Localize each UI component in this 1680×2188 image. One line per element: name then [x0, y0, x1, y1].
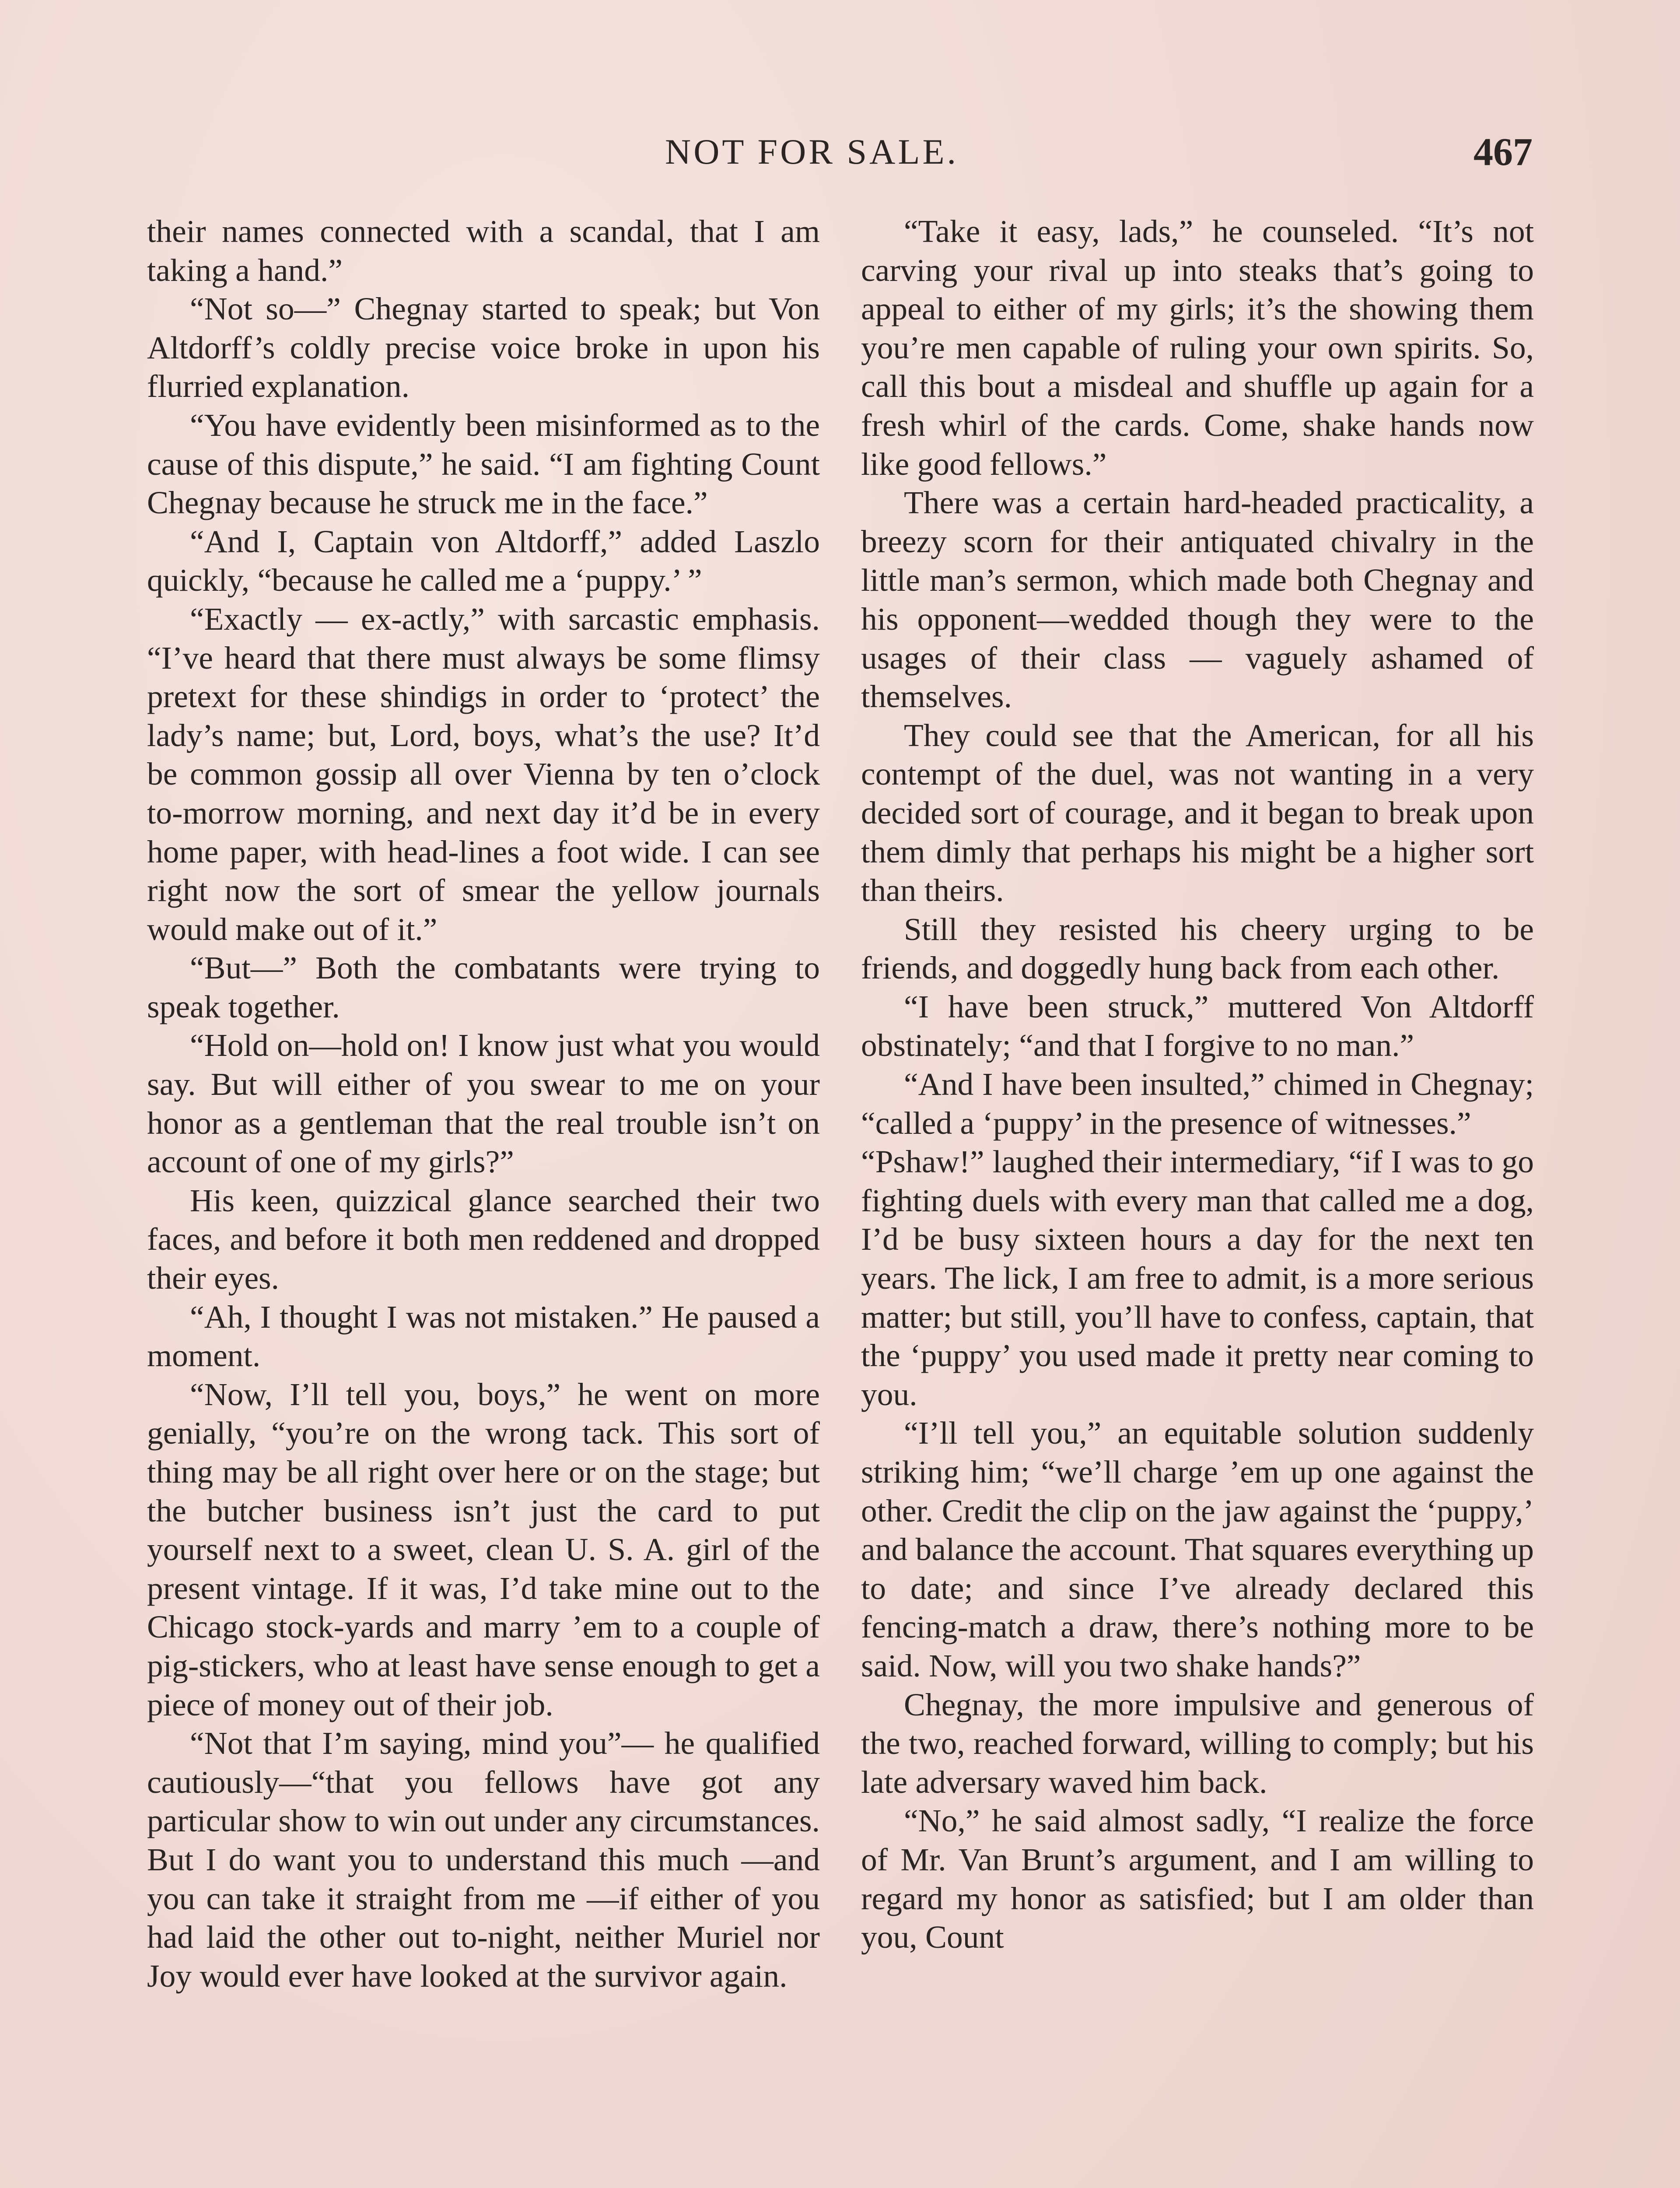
- paragraph: There was a certain hard-headed practicality, a breezy scorn for their antiquated chivalry in the little man’s sermon, which made both Chegnay and his opponent—wedded though they were to the usages of their class — vaguely ashamed of themselves.: [861, 485, 1534, 715]
- left-text-column: [147, 212, 820, 1995]
- paragraph: “You have evidently been misinformed as to the cause of this dispute,” he said. “I am fighting Count Chegnay because he struck me in the face.”: [147, 407, 820, 521]
- paragraph: their names connected with a scandal, that I am taking a hand.”: [147, 214, 820, 288]
- paragraph: “Not that I’m saying, mind you”— he qualified cautiously—“that you fellows have got any particular show to win out under any circumstances. But I do want you to understand this much —and you can take it straight from me —if either of you had laid the other out to-night, neither Muriel nor Joy would ever have looked at the survivor again.: [147, 1725, 820, 1994]
- paragraph: “No,” he said almost sadly, “I realize the force of Mr. Van Brunt’s argument, and I am willing to regard my honor as satisfied; but I am older than you, Count: [861, 1803, 1534, 1955]
- paragraph: “Now, I’ll tell you, boys,” he went on more genially, “you’re on the wrong tack. This sort of thing may be all right over here or on the stage; but the butcher business isn’t just the card to put yourself next to a sweet, clean U. S. A. girl of the present vintage. If it was, I’d take mine out to the Chicago stock-yards and marry ’em to a couple of pig-stickers, who at least have sense enough to get a piece of money out of their job.: [147, 1376, 820, 1722]
- running-title: NOT FOR SALE.: [665, 132, 959, 172]
- paragraph: “But—” Both the combatants were trying to speak together.: [147, 950, 820, 1024]
- page-header: [0, 131, 1680, 184]
- right-text-column: [861, 212, 1534, 1957]
- paragraph: They could see that the American, for all his contempt of the duel, was not wanting in a very decided sort of courage, and it began to break upon them dimly that perhaps his might be a higher sort than theirs.: [861, 717, 1534, 908]
- paragraph: “I’ll tell you,” an equitable solution suddenly striking him; “we’ll charge ’em up one against the other. Credit the clip on the jaw against the ‘puppy,’ and balance the account. That squares everything up to date; and since I’ve already declared this fencing-match a draw, there’s nothing more to be said. Now, will you two shake hands?”: [861, 1415, 1534, 1683]
- page-number: 467: [1474, 130, 1533, 174]
- paragraph: “Hold on—hold on! I know just what you would say. But will either of you swear to me on your honor as a gentleman that the real trouble isn’t on account of one of my girls?”: [147, 1027, 820, 1180]
- paragraph: “And I, Captain von Altdorff,” added Laszlo quickly, “because he called me a ‘puppy.’ ”: [147, 523, 820, 598]
- paragraph: “Not so—” Chegnay started to speak; but Von Altdorff’s coldly precise voice broke in upon his flurried explanation.: [147, 291, 820, 404]
- paragraph: Chegnay, the more impulsive and generous of the two, reached forward, willing to comply; but his late adversary waved him back.: [861, 1687, 1534, 1800]
- paragraph: “Exactly — ex-actly,” with sarcastic emphasis. “I’ve heard that there must always be some flimsy pretext for these shindigs in order to ‘protect’ the lady’s name; but, Lord, boys, what’s the use? It’d be common gossip all over Vienna by ten o’clock to-morrow morning, and next day it’d be in every home paper, with head-lines a foot wide. I can see right now the sort of smear the yellow journals would make out of it.”: [147, 601, 820, 947]
- paragraph: “And I have been insulted,” chimed in Chegnay; “called a ‘puppy’ in the presence of witnesses.”: [861, 1066, 1534, 1141]
- paragraph: “Ah, I thought I was not mistaken.” He paused a moment.: [147, 1299, 820, 1374]
- paragraph: “Take it easy, lads,” he counseled. “It’s not carving your rival up into steaks that’s going to appeal to either of my girls; it’s the showing them you’re men capable of ruling your own spirits. So, call this bout a misdeal and shuffle up again for a fresh whirl of the cards. Come, shake hands now like good fellows.”: [861, 214, 1534, 482]
- paragraph: His keen, quizzical glance searched their two faces, and before it both men reddened and dropped their eyes.: [147, 1182, 820, 1296]
- paragraph: “I have been struck,” muttered Von Altdorff obstinately; “and that I forgive to no man.”: [861, 989, 1534, 1063]
- paragraph: Still they resisted his cheery urging to be friends, and doggedly hung back from each other.: [861, 911, 1534, 986]
- paragraph: “Pshaw!” laughed their intermediary, “if I was to go fighting duels with every man that called me a dog, I’d be busy sixteen hours a day for the next ten years. The lick, I am free to admit, is a more serious matter; but still, you’ll have to confess, captain, that the ‘puppy’ you used made it pretty near coming to you.: [861, 1144, 1534, 1412]
